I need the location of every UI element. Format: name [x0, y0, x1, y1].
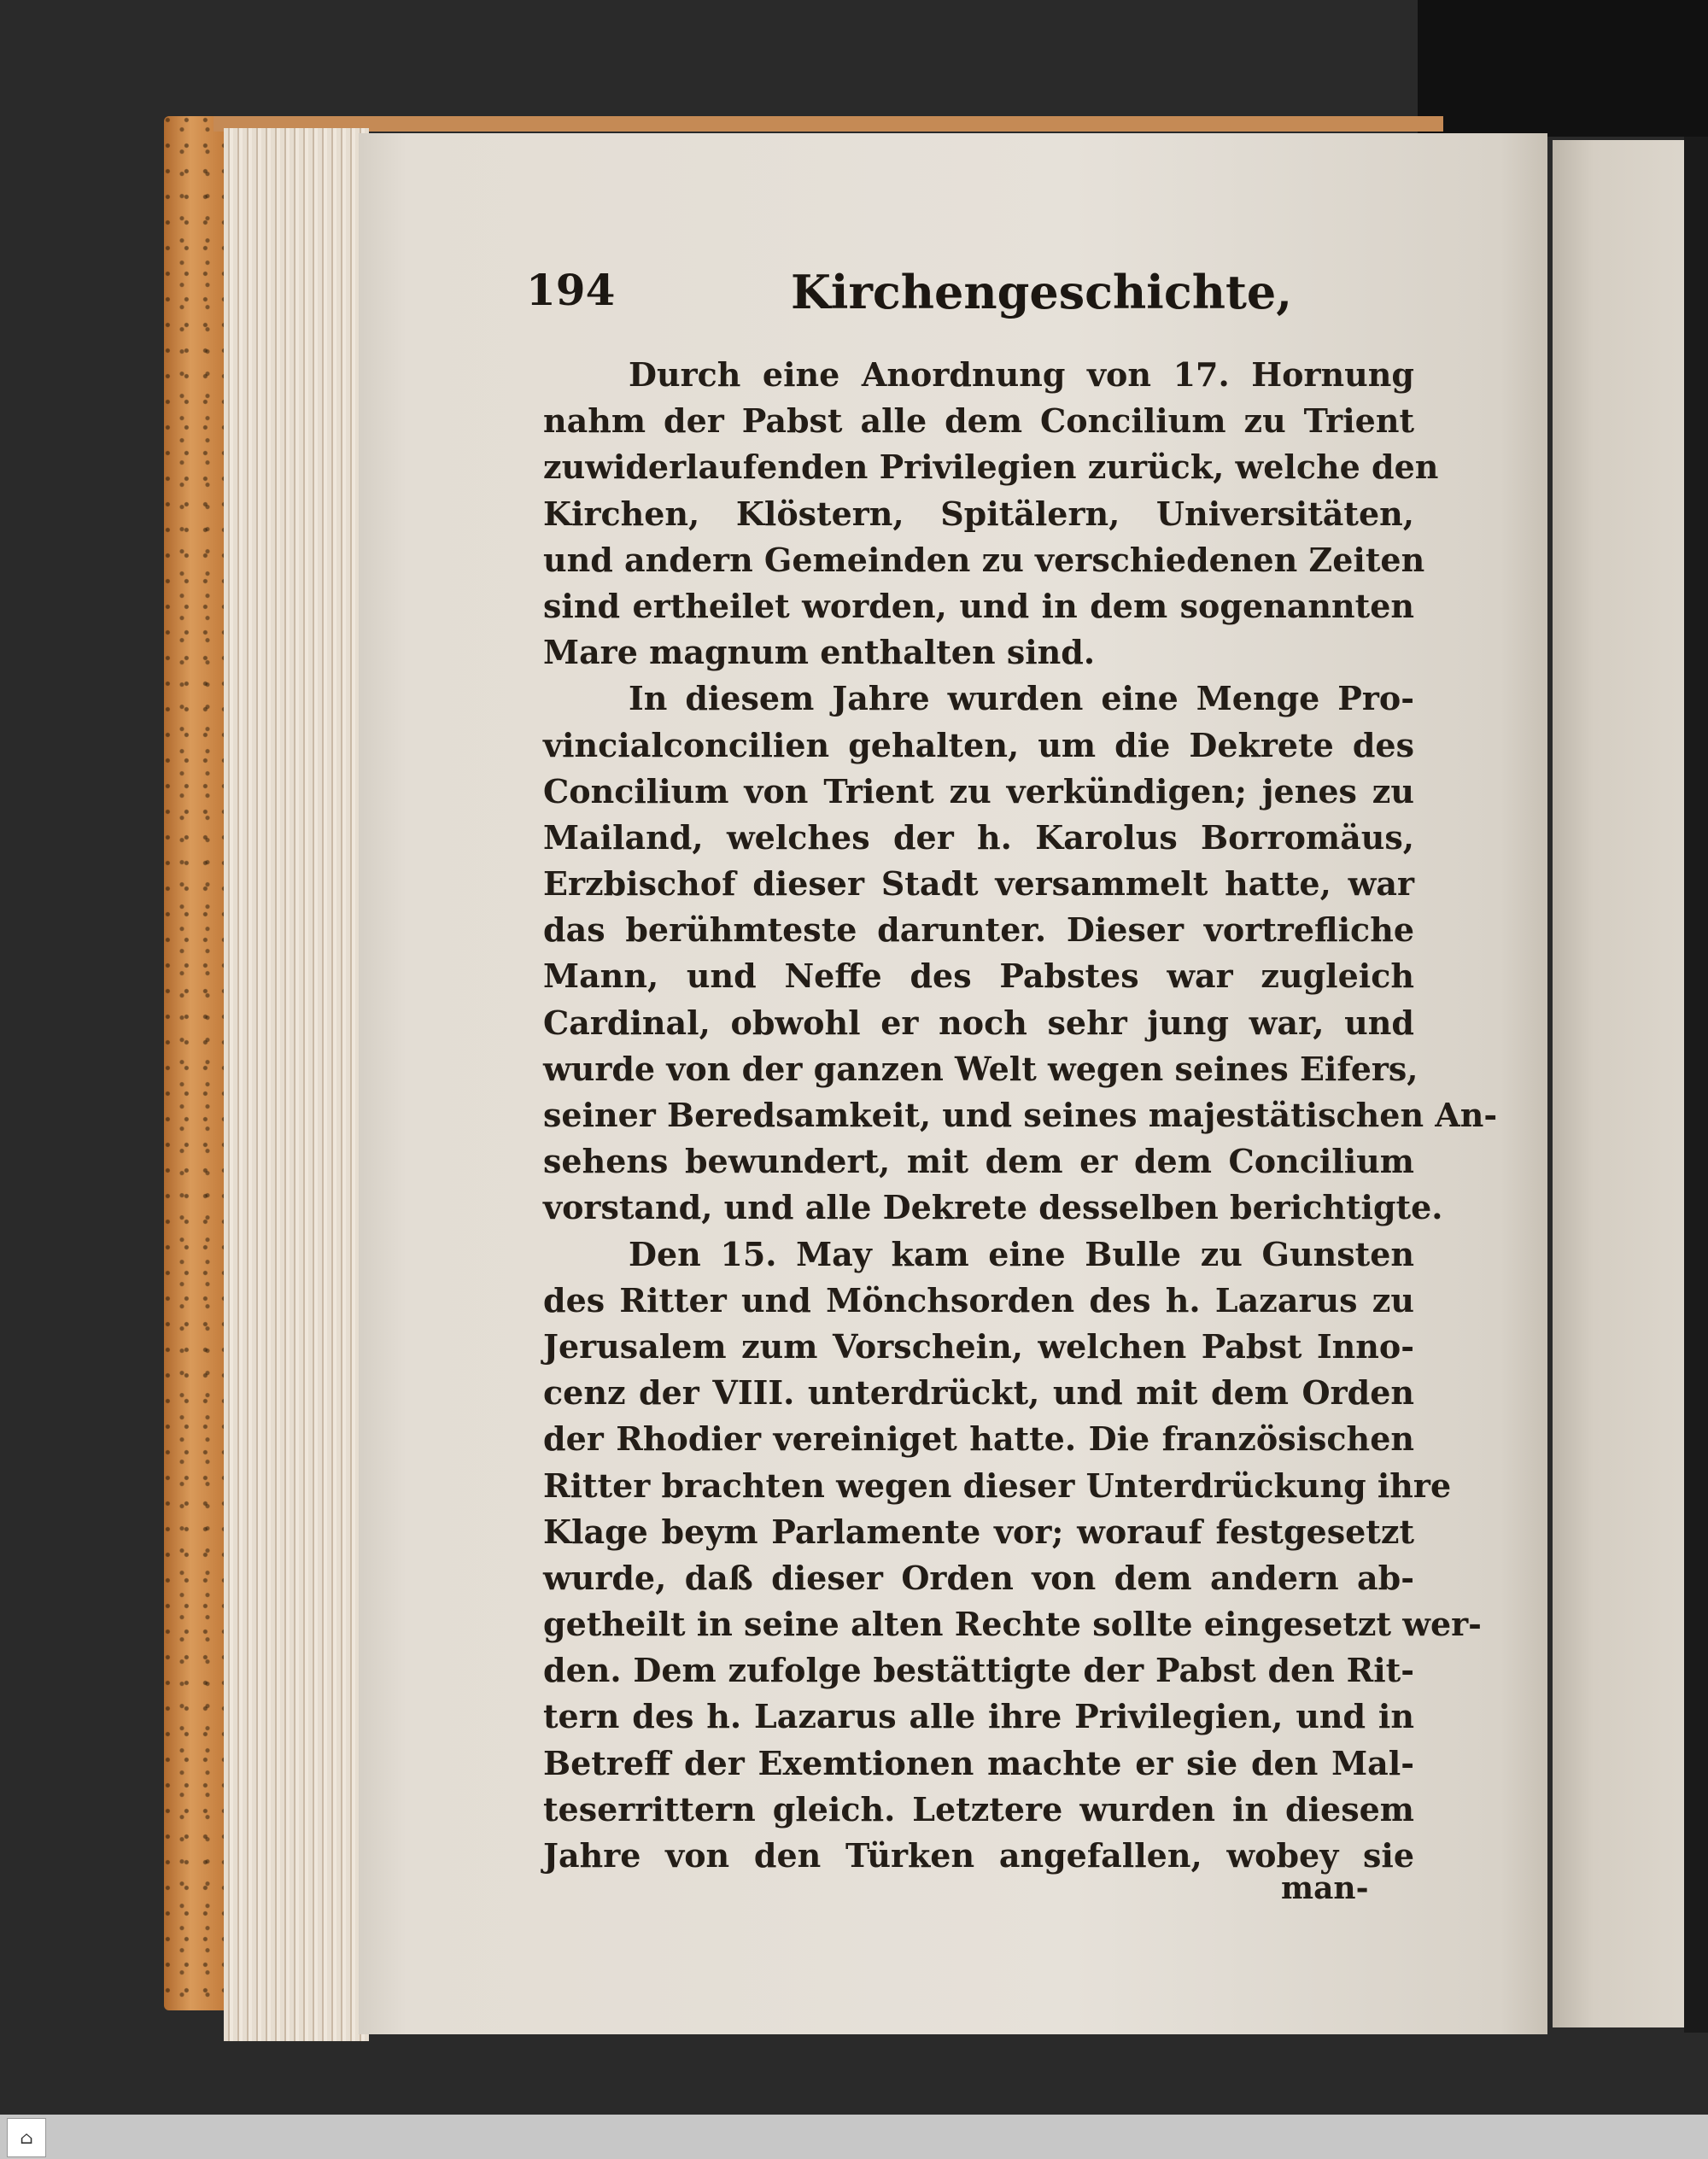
text-line: Jahre von den Türken angefallen, wobey sie [543, 1836, 1414, 1875]
text-line: sehens bewundert, mit dem er dem Concilium [543, 1142, 1414, 1181]
text-line: Concilium von Trient zu verkündigen; jenes zu [543, 771, 1414, 810]
text-line: sind ertheilet worden, und in dem sogenannten [543, 586, 1414, 625]
page-number: 194 [526, 265, 616, 315]
text-line: den. Dem zufolge bestättigte der Pabst den Rit- [543, 1651, 1414, 1690]
book-top-edge [214, 116, 1443, 132]
text-line: Ritter brachten wegen dieser Unterdrückung ihre [543, 1466, 1452, 1505]
viewer-footer-strip [0, 2115, 1708, 2159]
text-line: seiner Beredsamkeit, und seines majestätischen An- [543, 1096, 1498, 1134]
book-fore-edge [164, 116, 231, 2010]
page-stack-edges [224, 121, 369, 2041]
text-line: wurde von der ganzen Welt wegen seines Eifers, [543, 1049, 1418, 1088]
text-line: Cardinal, obwohl er noch sehr jung war, und [543, 1003, 1414, 1042]
catchword: man- [1281, 1870, 1369, 1906]
text-line: der Rhodier vereiniget hatte. Die französischen [543, 1419, 1414, 1459]
facing-page-edge [1553, 140, 1689, 2027]
text-line: wurde, daß dieser Orden von dem andern ab- [543, 1558, 1414, 1597]
text-line: des Ritter und Mönchsorden des h. Lazarus zu [543, 1280, 1414, 1319]
text-line: In diesem Jahre wurden eine Menge Pro- [629, 679, 1414, 718]
text-line: tern des h. Lazarus alle ihre Privilegien, und in [543, 1697, 1414, 1736]
background-dark-corner [1418, 0, 1708, 137]
text-line: vincialconcilien gehalten, um die Dekrete des [543, 725, 1414, 764]
text-line: Den 15. May kam eine Bulle zu Gunsten [629, 1234, 1414, 1273]
text-line: nahm der Pabst alle dem Concilium zu Trient [543, 401, 1414, 441]
text-line: cenz der VIII. unterdrückt, und mit dem Orden [543, 1373, 1414, 1413]
text-line: Jerusalem zum Vorschein, welchen Pabst Inno- [543, 1326, 1414, 1366]
text-line: und andern Gemeinden zu verschiedenen Zeiten [543, 540, 1425, 579]
body-text [543, 352, 1498, 1879]
text-line: Erzbischof dieser Stadt versammelt hatte, war [543, 864, 1414, 904]
text-line: das berühmteste darunter. Dieser vortrefliche [543, 910, 1414, 950]
text-line: vorstand, und alle Dekrete desselben berichtigte. [543, 1188, 1443, 1227]
text-line: Kirchen, Klöstern, Spitälern, Universitäten, [543, 494, 1414, 533]
text-line: Mann, und Neffe des Pabstes war zugleich [543, 957, 1414, 996]
library-logo-icon: ⌂ [7, 2118, 46, 2157]
scan-border [1684, 137, 1708, 2033]
text-line: zuwiderlaufenden Privilegien zurück, welche den [543, 448, 1439, 487]
text-line: Mare magnum enthalten sind. [543, 633, 1096, 672]
text-line: teserrittern gleich. Letztere wurden in diesem [543, 1789, 1414, 1828]
text-line: getheilt in seine alten Rechte sollte eingesetzt wer- [543, 1605, 1482, 1644]
text-line: Durch eine Anordnung von 17. Hornung [629, 355, 1414, 394]
text-line: Betreff der Exemtionen machte er sie den Mal- [543, 1743, 1414, 1782]
page-header [526, 265, 1423, 325]
text-line: Klage beym Parlamente vor; worauf festgesetzt [543, 1512, 1414, 1551]
running-head: Kirchengeschichte, [791, 265, 1293, 319]
text-line: Mailand, welches der h. Karolus Borromäus, [543, 817, 1414, 857]
